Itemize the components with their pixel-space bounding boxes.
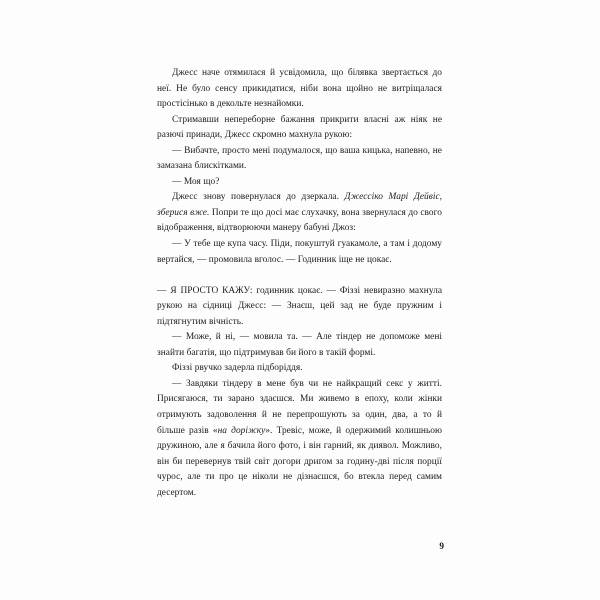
page-number: 9 [439,541,444,551]
paragraph [157,361,442,377]
paragraph-text: — Вибачте, просто мені подумалося, що ваша кицька, напевно, не замазана блискітками. [157,145,442,172]
paragraph [157,66,442,113]
paragraph-dialogue [157,237,442,268]
paragraph-section-opening [157,284,442,331]
paragraph-text: — Я ПРОСТО КАЖУ: годинник цокає. — Фіззі невиразно махнула рукою на сідниці Джесс: — Знаєш, цей зад не буде пружним і підтягнутим вічність. [157,285,442,327]
paragraph-dialogue [157,330,442,361]
page-text-block [157,66,442,501]
paragraph-text-italic: Джессіко Марі Дейвіс, зберися вже. [157,192,443,218]
paragraph-text: Фіззі рвучко задерла підборіддя. [172,363,303,374]
paragraph-text: Попри те що досі має слухачку, вона звернулася до свого відображення, відтворюючи манеру бабуні Джоз: [157,207,442,234]
paragraph-text: — Завдяки тіндеру в мене був чи не найкращий секс у житті. Присягаюся, ти зарано здаєшся. Ми живемо в епоху, коли жінки отримують задоволення й не перепрошують за один, два, а то й більше разів « [157,378,442,436]
paragraph-text: Джесс знову повернулася до дзеркала. [172,192,345,203]
paragraph-dialogue [157,144,442,175]
paragraph-text: ». Тревіс, може, й одержимий колишньою дружиною, але я бачила його фото, і він гарний, як диявол. Можливо, він би перевернув твій світ догори дриґом за годину-дві після порції чурос, але ти про це ніколи не дізнаєшся, бо втекла перед самим десертом. [157,425,442,498]
section-break [157,268,442,284]
paragraph [157,190,442,237]
paragraph-text-italic: на доріжку [217,425,266,436]
paragraph-dialogue [157,377,442,501]
paragraph-text: Джесс наче отямилася й усвідомила, що білявка звертається до неї. Не було сенсу прикидатися, ніби вона щойно не витріщалася простісінько в декольте незнайомки. [157,68,442,110]
paragraph-text: Стримавши непереборне бажання прикрити власні аж ніяк не разючі принади, Джесс скромно махнула рукою: [157,114,442,141]
paragraph-dialogue [157,175,442,191]
paragraph-text: — Моя що? [172,176,220,187]
paragraph-text: — У тебе ще купа часу. Піди, покуштуй гуакамоле, а там і додому вертайся, — промовила вголос. — Годинник іще не цокає. [157,239,442,265]
paragraph-text: — Може, й ні, — мовила та. — Але тіндер не допоможе мені знайти багатія, що підтримував би його в такій формі. [157,332,442,358]
paragraph [157,113,442,144]
